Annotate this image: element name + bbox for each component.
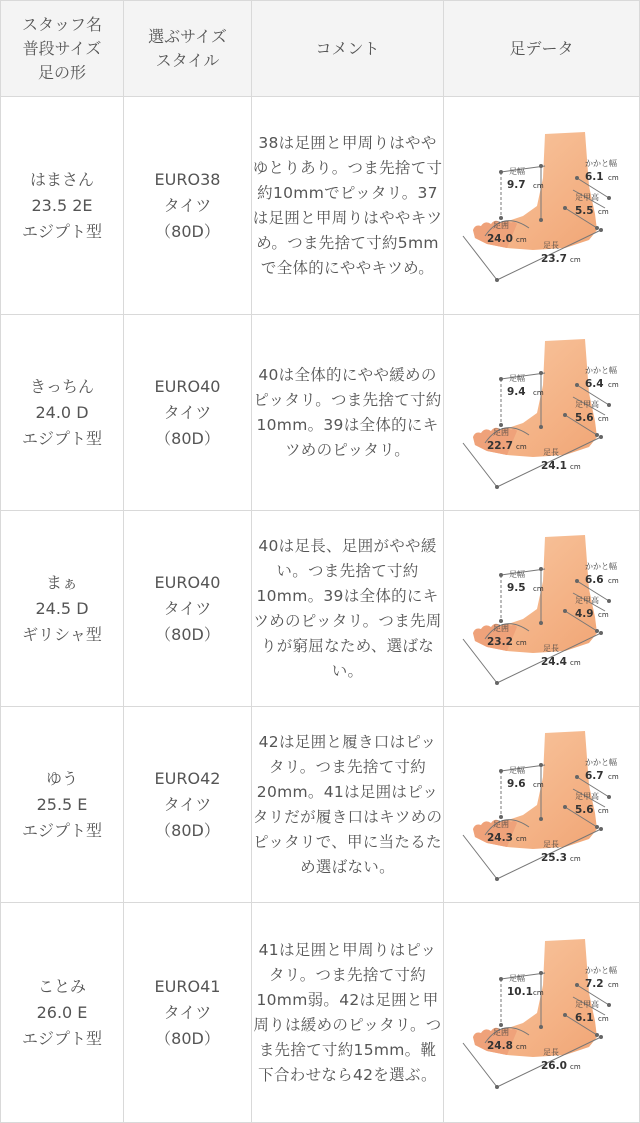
label-heel: かかと幅 [584,965,617,975]
value-width: 9.5 [506,581,526,594]
label-girth: 足囲 [492,623,509,633]
unit-heel: cm [607,173,619,182]
value-heel: 6.1 [584,170,604,183]
unit-heel: cm [607,772,619,781]
size-cell [124,315,252,511]
unit-width: cm [532,181,544,190]
foot-data-cell [444,315,640,511]
unit-length: cm [569,658,581,667]
value-heel: 6.7 [584,769,604,782]
unit-girth: cm [515,1042,527,1051]
label-length: 足長 [542,839,559,849]
unit-length: cm [569,462,581,471]
staff-cell [1,315,124,511]
value-width: 10.1 [506,985,533,998]
value-girth: 22.7 [486,439,513,452]
label-width: 足幅 [508,373,525,383]
foot-diagram [457,126,627,286]
label-length: 足長 [542,447,559,457]
label-heel: かかと幅 [584,757,617,767]
label-instep: 足甲高 [574,399,599,409]
value-length: 26.0 [540,1059,567,1072]
style-name: タイツ [163,794,212,814]
table-row [1,511,640,707]
value-instep: 6.1 [574,1011,594,1024]
label-girth: 足囲 [492,220,509,230]
style-name: タイツ [163,402,212,422]
label-heel: かかと幅 [584,158,617,168]
unit-instep: cm [597,1014,609,1023]
header-comment [252,1,444,97]
unit-instep: cm [597,207,609,216]
usual-size: 26.0 E [36,1002,88,1022]
foot-shape: ギリシャ型 [22,624,102,644]
comment-cell [252,315,444,511]
comment-cell [252,511,444,707]
foot-data-cell [444,903,640,1123]
staff-name: ゆう [45,768,78,788]
table-row [1,97,640,315]
style-denier: （80D） [155,820,220,840]
foot-diagram [457,333,627,493]
unit-width: cm [532,780,544,789]
foot-shape: エジプト型 [21,428,102,448]
comment-cell [252,97,444,315]
staff-cell [1,97,124,315]
value-heel: 6.4 [584,377,604,390]
label-instep: 足甲高 [574,595,599,605]
unit-width: cm [532,388,544,397]
unit-heel: cm [607,576,619,585]
style-name: タイツ [163,195,212,215]
foot-data-cell [444,511,640,707]
comment-cell [252,707,444,903]
table-row [1,707,640,903]
chosen-size: EURO40 [154,572,221,592]
value-length: 24.1 [540,459,567,472]
usual-size: 25.5 E [36,794,88,814]
value-instep: 5.5 [574,204,594,217]
foot-shape: エジプト型 [21,1028,102,1048]
chosen-size: EURO41 [154,976,221,996]
style-denier: （80D） [155,428,220,448]
foot-diagram [457,529,627,689]
comment-cell [252,903,444,1123]
value-girth: 24.3 [486,831,513,844]
style-denier: （80D） [155,1028,220,1048]
label-width: 足幅 [508,166,525,176]
comment-text: 40は足長、足囲がやや緩い。つま先捨て寸約10mm。39は全体的にキツめのピッタリ。つま先周りが窮屈なため、選ばない。 [253,536,442,680]
style-denier: （80D） [155,221,220,241]
header-comment-label: コメント [315,38,380,58]
unit-instep: cm [597,414,609,423]
table-row [1,903,640,1123]
value-instep: 5.6 [574,411,594,424]
staff-name: まぁ [45,572,78,592]
unit-heel: cm [607,380,619,389]
chosen-size: EURO40 [154,376,221,396]
usual-size: 24.0 D [35,402,89,422]
staff-name: きっちん [29,376,94,396]
unit-width: cm [532,988,544,997]
foot-shape: エジプト型 [21,221,102,241]
staff-name: はまさん [29,169,94,189]
header-row [1,1,640,97]
value-heel: 6.6 [584,573,604,586]
label-girth: 足囲 [492,1027,509,1037]
label-heel: かかと幅 [584,365,617,375]
size-cell [124,511,252,707]
foot-diagram [457,933,627,1093]
size-cell [124,97,252,315]
label-instep: 足甲高 [574,192,599,202]
foot-data-cell [444,97,640,315]
staff-cell [1,511,124,707]
style-name: タイツ [163,598,212,618]
header-staff [1,1,124,97]
value-width: 9.4 [506,385,526,398]
label-instep: 足甲高 [574,999,599,1009]
header-staff-label: スタッフ名 普段サイズ 足の形 [21,14,102,82]
label-width: 足幅 [508,973,525,983]
value-instep: 4.9 [574,607,594,620]
size-cell [124,903,252,1123]
value-instep: 5.6 [574,803,594,816]
comment-text: 38は足囲と甲周りはややゆとりあり。つま先捨て寸約10mmでピッタリ。37は足囲と甲周りはややキツめ。つま先捨て寸約5mmで全体的にややキツめ。 [252,133,443,277]
value-length: 23.7 [540,252,567,265]
header-size-label: 選ぶサイズ スタイル [148,26,227,70]
unit-girth: cm [515,638,527,647]
label-girth: 足囲 [492,819,509,829]
size-cell [124,707,252,903]
value-width: 9.6 [506,777,526,790]
value-girth: 24.0 [486,232,513,245]
unit-instep: cm [597,610,609,619]
unit-heel: cm [607,980,619,989]
value-girth: 24.8 [486,1039,513,1052]
value-length: 25.3 [540,851,567,864]
label-girth: 足囲 [492,427,509,437]
unit-instep: cm [597,806,609,815]
label-length: 足長 [542,240,559,250]
staff-cell [1,903,124,1123]
comment-text: 40は全体的にやや緩めのピッタリ。つま先捨て寸約10mm。39は全体的にキツめのピッタリ。 [253,365,442,459]
unit-girth: cm [515,235,527,244]
label-instep: 足甲高 [574,791,599,801]
label-width: 足幅 [508,569,525,579]
staff-cell [1,707,124,903]
chosen-size: EURO38 [154,169,221,189]
value-heel: 7.2 [584,977,604,990]
unit-girth: cm [515,834,527,843]
value-girth: 23.2 [486,635,513,648]
label-length: 足長 [542,1047,559,1057]
unit-length: cm [569,1062,581,1071]
label-width: 足幅 [508,765,525,775]
label-length: 足長 [542,643,559,653]
usual-size: 24.5 D [35,598,89,618]
foot-shape: エジプト型 [21,820,102,840]
table-body [1,97,640,1123]
unit-girth: cm [515,442,527,451]
value-width: 9.7 [506,178,526,191]
staff-name: ことみ [37,976,86,996]
header-foot-data [444,1,640,97]
comment-text: 41は足囲と甲周りはピッタリ。つま先捨て寸約10mm弱。42は足囲と甲周りは緩めのピッタリ。つま先捨て寸約15mm。靴下合わせなら42を選ぶ。 [253,940,442,1084]
table-row [1,315,640,511]
foot-data-cell [444,707,640,903]
header-foot-label: 足データ [509,38,574,58]
comment-text: 42は足囲と履き口はピッタリ。つま先捨て寸約20mm。41は足囲はピッタリだが履き口はキツめのピッタリで、甲に当たるため選ばない。 [252,732,443,876]
foot-diagram [457,725,627,885]
unit-length: cm [569,255,581,264]
style-denier: （80D） [155,624,220,644]
unit-length: cm [569,854,581,863]
value-length: 24.4 [540,655,567,668]
header-size [124,1,252,97]
chosen-size: EURO42 [154,768,221,788]
style-name: タイツ [163,1002,212,1022]
usual-size: 23.5 2E [31,195,93,215]
unit-width: cm [532,584,544,593]
label-heel: かかと幅 [584,561,617,571]
